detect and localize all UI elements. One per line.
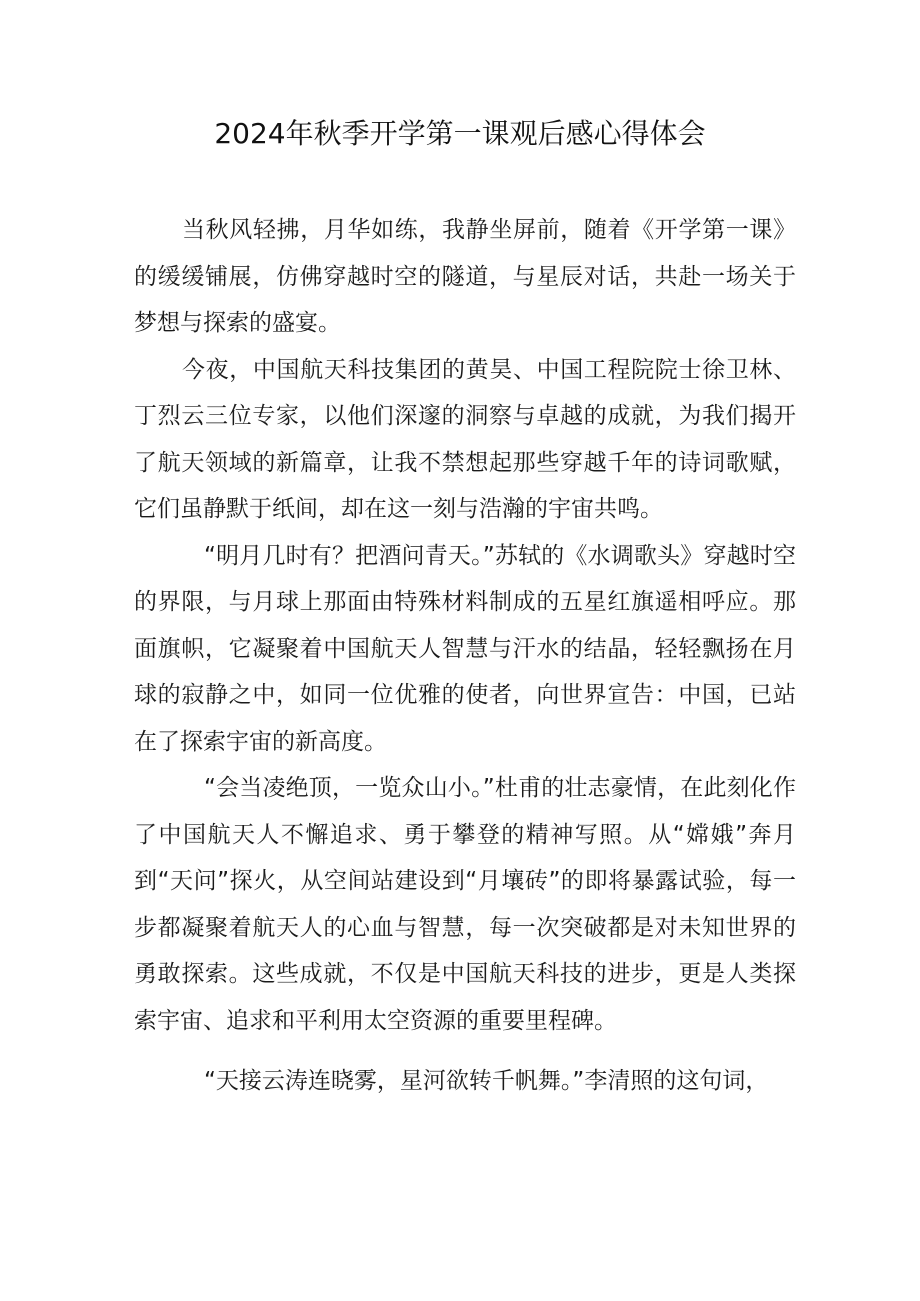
paragraph-2: 今夜，中国航天科技集团的黄昊、中国工程院院士徐卫林、丁烈云三位专家，以他们深邃的洞察与卓越的成就，为我们揭开了航天领域的新篇章，让我不禁想起那些穿越千年的诗词歌赋，它们虽静默于纸间，却在这一刻与浩瀚的宇宙共鸣。	[134, 356, 796, 522]
document-title: 2024年秋季开学第一课观后感心得体会	[214, 117, 706, 150]
document-body	[134, 207, 796, 1105]
paragraph-1: 当秋风轻拂，月华如练，我静坐屏前，随着《开学第一课》的缓缓铺展，仿佛穿越时空的隧道，与星辰对话，共赴一场关于梦想与探索的盛宴。	[134, 217, 796, 336]
paragraph-4: “会当凌绝顶，一览众山小。”杜甫的壮志豪情，在此刻化作了中国航天人不懈追求、勇于攀登的精神写照。从“嫦娥”奔月到“天问”探火，从空间站建设到“月壤砖”的即将暴露试验，每一步都凝聚着航天人的心血与智慧，每一次突破都是对未知世界的勇敢探索。这些成就，不仅是中国航天科技的进步，更是人类探索宇宙、追求和平利用太空资源的重要里程碑。	[134, 775, 796, 1034]
paragraph-3: “明月几时有？把酒问青天。”苏轼的《水调歌头》穿越时空的界限，与月球上那面由特殊材料制成的五星红旗遥相呼应。那面旗帜，它凝聚着中国航天人智慧与汗水的结晶，轻轻飘扬在月球的寂静之中，如同一位优雅的使者，向世界宣告：中国，已站在了探索宇宙的新高度。	[134, 542, 796, 755]
paragraph-5: “天接云涛连晓雾，星河欲转千帆舞。”李清照的这句词，	[204, 1068, 769, 1094]
